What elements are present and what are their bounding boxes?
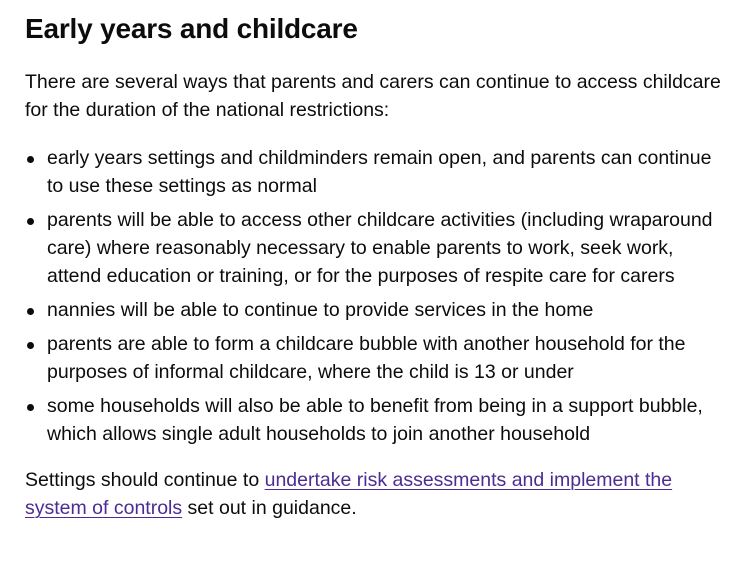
intro-paragraph: There are several ways that parents and carers can continue to access childcare for the duration of the national restrictions: <box>25 71 721 121</box>
bullet-icon <box>27 404 34 411</box>
risk-assessments-link[interactable]: undertake risk assessments and implement the system of controls <box>25 469 673 519</box>
list-item-text: early years settings and childminders remain open, and parents can continue to use these settings as normal <box>47 147 712 197</box>
bullet-icon <box>27 156 34 163</box>
list-item-text: nannies will be able to continue to provide services in the home <box>47 299 594 321</box>
list-item <box>25 330 727 386</box>
list-item-text: parents are able to form a childcare bubble with another household for the purposes of informal childcare, where the child is 13 or under <box>47 333 686 383</box>
list-item <box>25 392 727 448</box>
outro-text-before-link: Settings should continue to <box>25 469 265 491</box>
bullet-icon <box>27 308 34 315</box>
list-item-text: some households will also be able to benefit from being in a support bubble, which allows single adult households to join another household <box>47 395 703 445</box>
section-heading: Early years and childcare <box>25 13 358 44</box>
list-item <box>25 144 727 200</box>
outro-text-after-link: set out in guidance. <box>182 497 357 519</box>
list-item-text: parents will be able to access other childcare activities (including wraparound care) where reasonably necessary to enable parents to work, seek work, attend education or training, or for the purposes of respite care for carers <box>47 209 713 287</box>
outro-paragraph <box>25 466 727 522</box>
bullet-icon <box>27 342 34 349</box>
bullet-icon <box>27 218 34 225</box>
childcare-options-list <box>25 144 727 448</box>
list-item <box>25 206 727 290</box>
list-item <box>25 296 727 324</box>
